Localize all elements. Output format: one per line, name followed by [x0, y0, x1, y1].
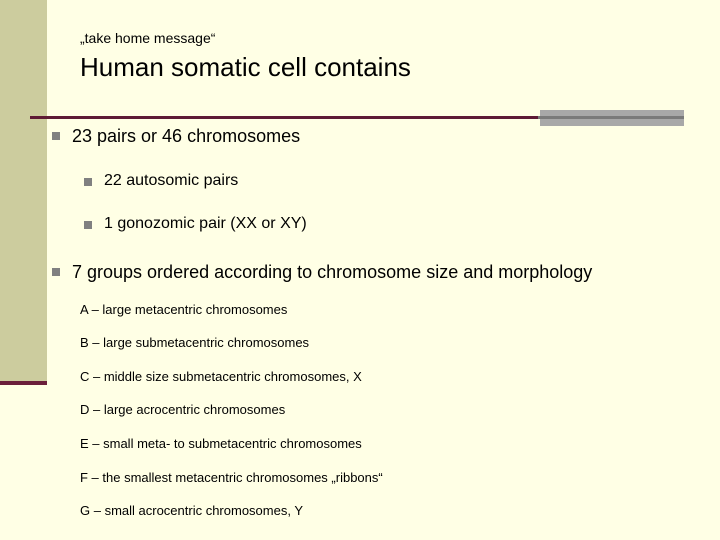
bullet-square-icon: [52, 132, 60, 140]
slide-subtitle: „take home message“: [80, 30, 216, 46]
group-item: B – large submetacentric chromosomes: [80, 335, 310, 350]
bullet-square-icon: [52, 268, 60, 276]
bullet-item: 23 pairs or 46 chromosomes: [72, 126, 301, 146]
sub-bullet-item: 22 autosomic pairs: [104, 172, 239, 189]
group-item: F – the smallest metacentric chromosomes „ribbons“: [80, 470, 383, 485]
left-band-accent-line: [0, 381, 47, 385]
slide-title: Human somatic cell contains: [80, 52, 411, 82]
group-item: C – middle size submetacentric chromosomes, X: [80, 369, 362, 384]
title-divider-accent-line: [538, 116, 684, 119]
title-divider: [30, 116, 538, 119]
group-item: E – small meta- to submetacentric chromosomes: [80, 436, 362, 451]
bullet-square-icon: [84, 221, 92, 229]
group-item: G – small acrocentric chromosomes, Y: [80, 503, 303, 518]
sub-bullet-item: 1 gonozomic pair (XX or XY): [104, 215, 307, 232]
bullet-square-icon: [84, 178, 92, 186]
left-decorative-band: [0, 0, 47, 385]
bullet-item: 7 groups ordered according to chromosome size and morphology: [72, 262, 593, 282]
group-item: A – large metacentric chromosomes: [80, 302, 288, 317]
group-item: D – large acrocentric chromosomes: [80, 402, 286, 417]
